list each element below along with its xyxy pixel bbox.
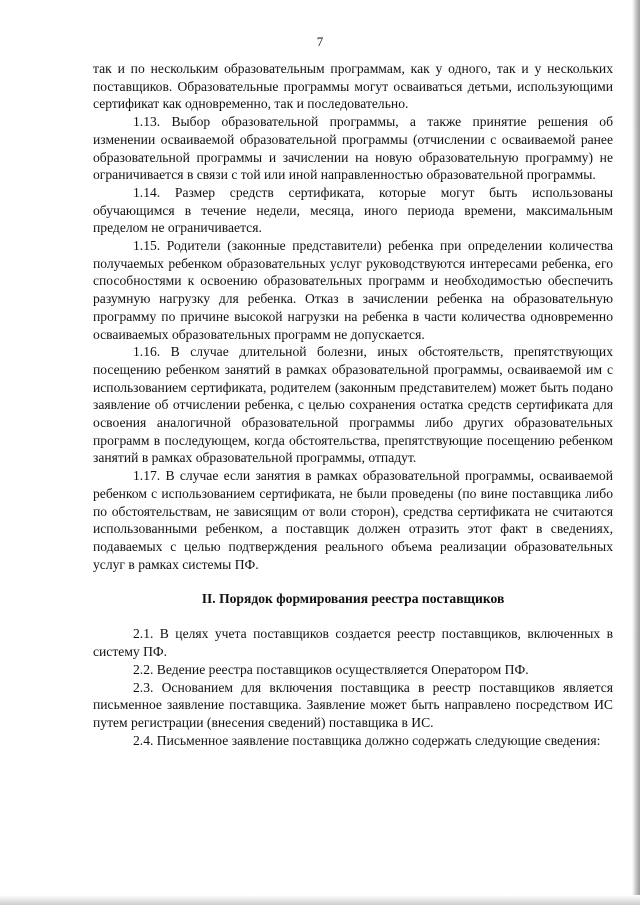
scan-right-edge [632, 0, 640, 905]
page-number: 7 [316, 34, 324, 49]
paragraph-1-14: 1.14. Размер средств сертификата, которые могут быть использованы обучающимся в течение недели, месяца, иного периода времени, максимальным пределом не ограничивается. [93, 184, 613, 236]
section-heading: II. Порядок формирования реестра поставщиков [201, 591, 505, 607]
scan-bottom-edge [0, 895, 640, 905]
paragraph-1-13: 1.13. Выбор образовательной программы, а также принятие решения об изменении осваиваемой образовательной программы (отчислении с осваиваемой ранее образовательной программы и зачислении на новую образовательную программу) не ограничивается в связи с той или иной направленностью образовательной программы. [93, 114, 613, 183]
paragraph-continuation: так и по нескольким образовательным программам, как у одного, так и у нескольких поставщиков. Образовательные программы могут осваиваться детьми, использующими сертификат как одновременно, так и последовательно. [93, 61, 613, 112]
paragraph-1-17: 1.17. В случае если занятия в рамках образовательной программы, осваиваемой ребенком с использованием сертификата, не были проведены (по вине поставщика либо по обстоятельствам, не зависящим от воли сторон), средства сертификата не считаются использованными ребенком, а поставщик должен отразить этот факт в сведениях, подаваемых с целью подтверждения реального объема реализации образовательных услуг в рамках системы ПФ. [93, 468, 613, 572]
paragraph-2-1: 2.1. В целях учета поставщиков создается реестр поставщиков, включенных в систему ПФ. [93, 626, 613, 660]
paragraph-1-16: 1.16. В случае длительной болезни, иных обстоятельств, препятствующих посещению ребенком занятий в рамках образовательной программы, осваиваемой им с использованием сертификата, родителем (законным представителем) может быть подано заявление об отчислении ребенка, с целью сохранения остатка средств сертификата для освоения аналогичной образовательной программы либо других образовательных программ в последующем, когда обстоятельства, препятствующие посещению ребенком занятий в рамках образовательной программы, отпадут. [93, 344, 613, 466]
paragraph-2-4: 2.4. Письменное заявление поставщика должно содержать следующие сведения: [133, 732, 601, 748]
paragraph-2-3: 2.3. Основанием для включения поставщика в реестр поставщиков является письменное заявление поставщика. Заявление может быть направлено посредством ИС путем регистрации (внесения сведений) поставщика в ИС. [93, 679, 613, 730]
document-body [93, 60, 613, 749]
paragraph-2-2: 2.2. Ведение реестра поставщиков осуществляется Оператором ПФ. [133, 661, 529, 677]
paragraph-1-15: 1.15. Родители (законные представители) ребенка при определении количества получаемых ребенком образовательных услуг руководствуются интересами ребенка, его способностями к освоению образовательных программ и необходимостью обеспечить разумную нагрузку для ребенка. Отказ в зачислении ребенка на образовательную программу по причине высокой нагрузки на ребенка в части количества одновременно осваиваемых образовательных программ не допускается. [93, 238, 613, 342]
